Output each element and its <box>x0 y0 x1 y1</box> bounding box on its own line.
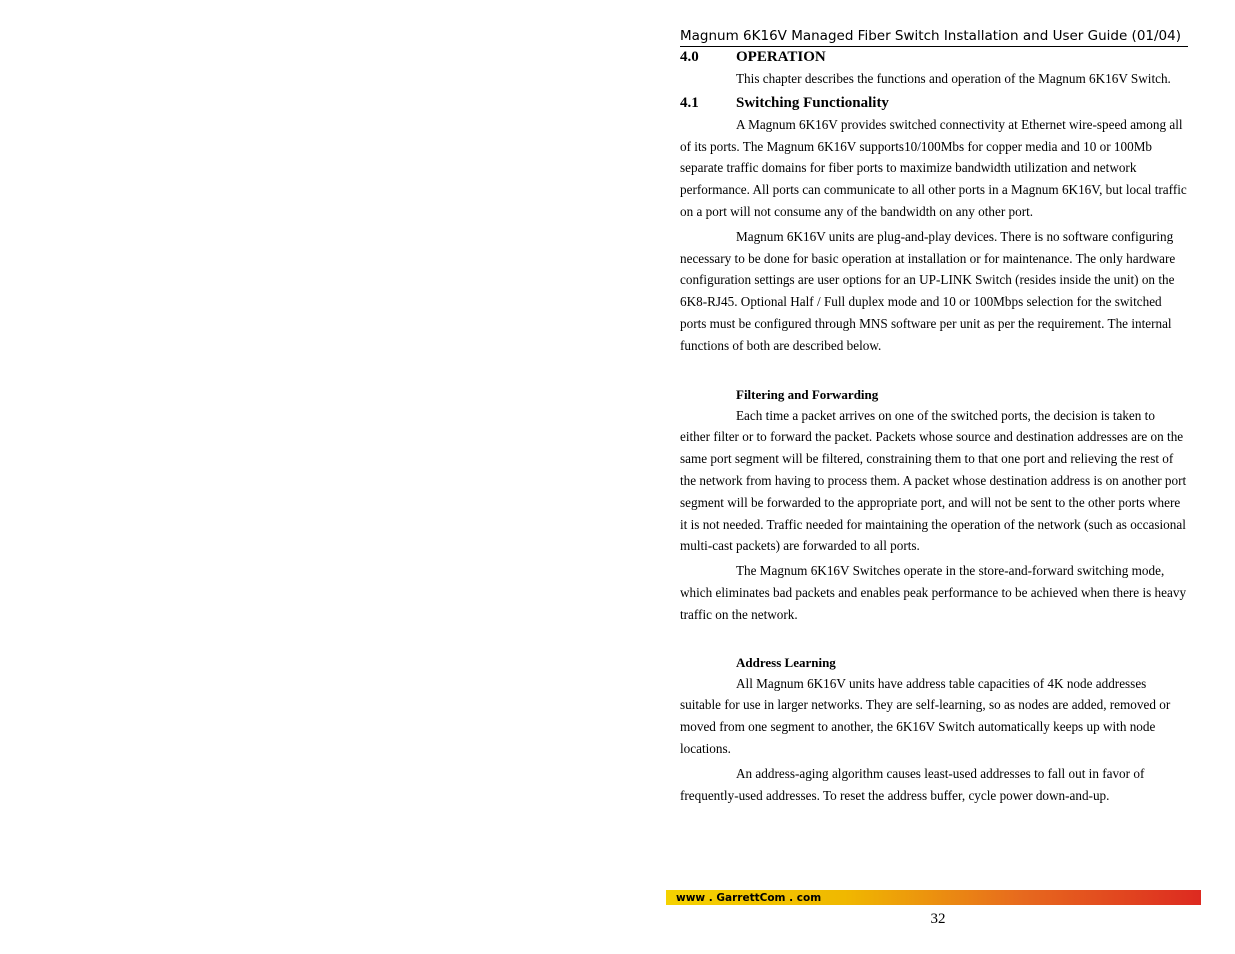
filtering-paragraph-1: Each time a packet arrives on one of the switched ports, the decision is taken to either filter or to forward the packet. Packets whose source and destination addresses are on the same port segment will be filtered, constraining them to that one port and relieving the rest of the network from having to process them. A packet whose destination address is on another port segment will be forwarded to the appropriate port, and will not be sent to the other ports where it is not needed. Traffic needed for maintaining the operation of the network (such as occasional multi-cast packets) are forwarded to all ports. <box>680 407 1187 554</box>
filtering-paragraph-2: The Magnum 6K16V Switches operate in the store-and-forward switching mode, which eliminates bad packets and enables peak performance to be achieved when there is heavy traffic on the network. <box>680 563 1187 622</box>
section-heading <box>680 46 1188 68</box>
section-number: 4.0 <box>680 49 699 65</box>
subsection-title: Switching Functionality <box>736 94 889 111</box>
learning-paragraph-2: An address-aging algorithm causes least-used addresses to fall out in favor of frequently-used addresses. To reset the address buffer, cycle power down-and-up. <box>680 765 1145 803</box>
address-learning-heading: Address Learning <box>736 654 836 670</box>
section-title: OPERATION <box>736 49 826 65</box>
page-header <box>680 26 1188 47</box>
subsection-heading <box>680 92 1188 114</box>
header-product-title: Magnum 6K16V Managed Fiber Switch <box>680 28 940 44</box>
subsection-number: 4.1 <box>680 94 699 111</box>
learning-paragraph-1: All Magnum 6K16V units have address table capacities of 4K node addresses suitable for use in larger networks. They are self-learning, so as nodes are added, removed or moved from one segment to another, the 6K16V Switch automatically keeps up with node locations. <box>680 675 1171 756</box>
section-intro: This chapter describes the functions and operation of the Magnum 6K16V Switch. <box>736 71 1171 86</box>
footer-url: www . GarrettCom . com <box>676 892 822 904</box>
page-number: 32 <box>930 911 946 927</box>
switching-paragraph-2: Magnum 6K16V units are plug-and-play devices. There is no software configuring necessary to be done for basic operation at installation or for maintenance. The only hardware configuration settings are user options for an UP-LINK Switch (resides inside the unit) on the 6K8-RJ45. Optional Half / Full duplex mode and 10 or 100Mbps selection for the switched ports must be configured through MNS software per unit as per the requirement. The internal functions of both are described below. <box>680 228 1176 353</box>
footer-bar <box>666 890 1201 905</box>
filtering-heading: Filtering and Forwarding <box>736 386 879 402</box>
header-guide-title: Installation and User Guide (01/04) <box>943 28 1181 44</box>
switching-paragraph-1: A Magnum 6K16V provides switched connectivity at Ethernet wire-speed among all of its ports. The Magnum 6K16V supports10/100Mbs for copper media and 10 or 100Mb separate traffic domains for fiber ports to maximize bandwidth utilization and network performance. All ports can communicate to all other ports in a Magnum 6K16V, but local traffic on a port will not consume any of the bandwidth on any other port. <box>680 116 1187 219</box>
page-content <box>680 46 1188 806</box>
